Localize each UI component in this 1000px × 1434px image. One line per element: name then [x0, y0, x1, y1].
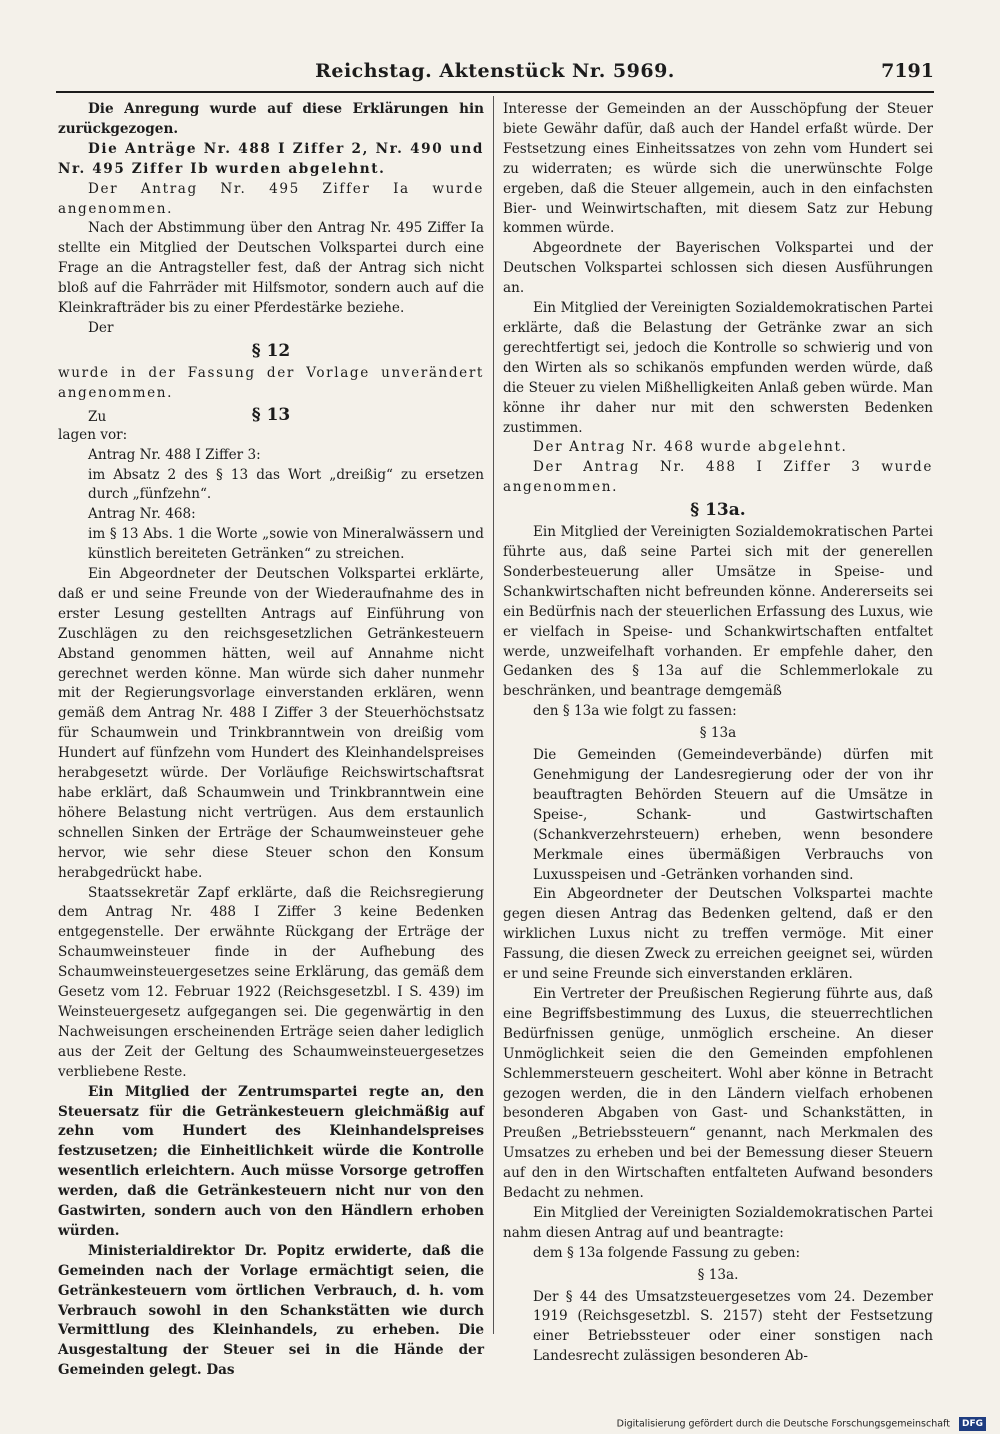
paragraph: Die Anregung wurde auf diese Erklärungen hin zurückgezogen. — [58, 101, 484, 137]
footer-credit: Digitalisierung gefördert durch die Deutsche Forschungsgemeinschaft — [616, 1418, 950, 1430]
paragraph: Die Anträge Nr. 488 I Ziffer 2, Nr. 490 und Nr. 495 Ziffer Ib wurden abgelehnt. — [58, 140, 484, 177]
header-rule — [56, 91, 934, 93]
paragraph: wurde in der Fassung der Vorlage unverändert angenommen. — [58, 364, 484, 401]
section-13-heading-row — [58, 404, 484, 426]
left-column — [58, 100, 484, 1379]
quoted-section-block — [503, 746, 933, 885]
zu-label: Zu — [88, 408, 107, 425]
document-title: Reichstag. Aktenstück Nr. 5969. — [315, 60, 675, 82]
quoted-section-text: Die Gemeinden (Gemeindeverbände) dürfen mit Genehmigung der Landesregierung oder der von ihr beauftragten Behörden Steuern auf die Umsätze in Speise-, Schank- und Gastwirtschaften (Schankverzehrsteuern) erheben, wenn besondere Merkmale eines übermäßigen Verbrauchs von Luxusspeisen und -Getränken vorhanden sind. — [533, 747, 933, 883]
section-heading-13: § 13 — [251, 404, 291, 425]
paragraph: lagen vor: — [58, 426, 128, 443]
section-heading-13a: § 13a. — [690, 500, 746, 521]
paragraph: Nach der Abstimmung über den Antrag Nr. 495 Ziffer Ia stellte ein Mitglied der Deutschen Volkspartei durch eine Frage an die Antragsteller fest, daß der Antrag sich nicht bloß auf die Fahrräder mit Hilfsmotor, sondern auch auf die Kleinkrafträder bis zu einer Pferdestärke beziehe. — [58, 220, 484, 317]
paragraph: dem § 13a folgende Fassung zu geben: — [533, 1244, 801, 1261]
motion-text: im § 13 Abs. 1 die Worte „sowie von Mineralwässern und künstlich bereiteten Getränken“ zu streichen. — [88, 526, 484, 563]
paragraph: Ein Mitglied der Vereinigten Sozialdemokratischen Partei führte aus, daß seine Partei sich mit der generellen Sonderbesteuerung aller Umsätze in Speise- und Schankwirtschaften nicht befreunden könne. Andererseits sei ein Bedürfnis nach der steuerlichen Erfassung des Luxus, wie er vielfach in Speise- und Schankwirtschaften entfaltet werde, unzweifelhaft vorhanden. Er empfehle daher, den Gedanken des § 13a auf die Schlemmerlokale zu beschränken, und beantrage demgemäß — [503, 524, 933, 700]
paragraph: Der Antrag Nr. 495 Ziffer Ia wurde angenommen. — [58, 180, 484, 217]
page-header — [56, 58, 934, 88]
right-column — [503, 100, 933, 1365]
paragraph: den § 13a wie folgt zu fassen: — [533, 703, 737, 720]
paragraph: Ein Mitglied der Vereinigten Sozialdemokratischen Partei nahm diesen Antrag auf und beantragte: — [503, 1204, 933, 1241]
paragraph: Ein Abgeordneter der Deutschen Volkspartei machte gegen diesen Antrag das Bedenken geltend, daß er den wirklichen Luxus nicht zu treffen vermöge. Mit einer Fassung, die diesen Zweck zu erreichen geeignet sei, würden er und seine Freunde sich einverstanden erklären. — [503, 886, 933, 983]
quoted-section-block — [503, 1288, 933, 1368]
paragraph: Ministerialdirektor Dr. Popitz erwiderte, daß die Gemeinden nach der Vorlage ermächtigt seien, die Getränkesteuern vom örtlichen Verbrauch, d. h. vom Verbrauch sowohl in den Schankstätten wie durch Vermittlung des Kleinhandels, zu erheben. Die Ausgestaltung der Steuer sei in die Hände der Gemeinden gelegt. Das — [58, 1242, 484, 1379]
paragraph: Interesse der Gemeinden an der Ausschöpfung der Steuer biete Gewähr dafür, daß auch der Handel erfaßt würde. Der Festsetzung eines Einheitssatzes von zehn vom Hundert sei zu widerraten; es würde sich die unerwünschte Folge ergeben, daß die Steuer allgemein, auch in den einfachsten Bier- und Weinwirtschaften, mit diesem Satz zur Hebung kommen würde. — [503, 101, 933, 237]
paragraph: Ein Vertreter der Preußischen Regierung führte aus, daß eine Begriffsbestimmung des Luxus, die steuerrechtlichen Bedürfnissen genüge, unmöglich erscheine. An dieser Unmöglichkeit seien die den Gemeinden empfohlenen Schlemmersteuern gescheitert. Wohl aber könne in Betracht gezogen werden, die in den Ländern vielfach erhobenen besonderen Abgaben von Gast- und Schankstätten, in Preußen „Betriebssteuern“ genannt, nach Merkmalen des Umsatzes zu erheben und bei der Bemessung dieser Steuern auf den in den Wirtschaften entfalteten Aufwand besonders Bedacht zu nehmen. — [503, 985, 933, 1202]
paragraph: Der Antrag Nr. 488 I Ziffer 3 wurde angenommen. — [503, 459, 933, 496]
paragraph: Der Antrag Nr. 468 wurde abgelehnt. — [533, 439, 848, 456]
paragraph: Ein Mitglied der Vereinigten Sozialdemokratischen Partei erklärte, daß die Belastung der Getränke zwar an sich gerechtfertigt sei, jedoch die Kontrolle so schwierig und von den Wirten als so schikanös empfunden werden würde, daß die Steuer zu vielen Mißhelligkeiten Anlaß geben würde. Man könne ihr daher nur mit den schwersten Bedenken zustimmen. — [503, 300, 933, 436]
paragraph: Abgeordnete der Bayerischen Volkspartei und der Deutschen Volkspartei schlossen sich diesen Ausführungen an. — [503, 240, 933, 297]
motion-heading: Antrag Nr. 468: — [88, 506, 196, 523]
motion-heading: Antrag Nr. 488 I Ziffer 3: — [88, 446, 261, 463]
page-number: 7191 — [881, 60, 934, 82]
motion-text-block — [58, 466, 484, 506]
quoted-section-heading: § 13a. — [697, 1266, 739, 1283]
motion-text: im Absatz 2 des § 13 das Wort „dreißig“ zu ersetzen durch „fünfzehn“. — [88, 466, 484, 503]
dfg-logo: DFG — [959, 1417, 986, 1431]
quoted-section-text: Der § 44 des Umsatzsteuergesetzes vom 24. Dezember 1919 (Reichsgesetzbl. S. 2157) steht der Festsetzung einer Betriebssteuer oder einer sonstigen nach Landesrecht zulässigen besonderen Ab- — [533, 1288, 933, 1365]
paragraph: Ein Mitglied der Zentrumspartei regte an, den Steuersatz für die Getränkesteuern gleichmäßig auf zehn vom Hundert des Kleinhandelspreises festzusetzen; die Einheitlichkeit würde die Kontrolle wesentlich erleichtern. Auch müsse Vorsorge getroffen werden, daß die Getränkesteuern nicht nur von den Gastwirten, sondern auch von den Händlern erhoben würden. — [58, 1083, 484, 1239]
paragraph: Ein Abgeordneter der Deutschen Volkspartei erklärte, daß er und seine Freunde von der Wiederaufnahme des in erster Lesung gestellten Antrags auf Einführung von Zuschlägen zu den reichsgesetzlichen Getränkesteuern Abstand genommen hätten, weil auf Annahme nicht gerechnet werden könne. Man würde sich daher nunmehr mit der Regierungsvorlage einverstanden erklären, wenn gemäß dem Antrag Nr. 488 I Ziffer 3 der Steuerhöchstsatz für Schaumwein und Trinkbranntwein von dreißig vom Hundert auf fünfzehn vom Hundert des Kleinhandelspreises herabgesetzt würde. Der Vorläufige Reichswirtschaftsrat habe erklärt, daß Schaumwein und Trinkbranntwein eine höhere Belastung nicht vertrügen. Aus dem erstaunlich schnellen Sinken der Erträge der Schaumweinsteuer gehe hervor, wie sehr diese Steuer schon den Konsum herabgedrückt habe. — [58, 566, 484, 881]
quoted-section-heading: § 13a — [699, 725, 737, 742]
section-heading-12: § 12 — [251, 340, 291, 361]
digitization-footer — [617, 1417, 986, 1431]
motion-text-block — [58, 525, 484, 565]
paragraph: Der — [88, 319, 114, 336]
paragraph: Staatssekretär Zapf erklärte, daß die Reichsregierung dem Antrag Nr. 488 I Ziffer 3 keine Bedenken entgegenstelle. Der erwähnte Rückgang der Erträge der Schaumweinsteuer finde in der Aufhebung des Schaumweinsteuergesetzes seine Erklärung, das gemäß dem Gesetz vom 12. Februar 1922 (Reichsgesetzbl. I S. 439) im Weinsteuergesetz aufgegangen sei. Die gegenwärtig in den Nachweisungen erscheinenden Erträge seien daher lediglich aus der Zeit der Geltung des Schaumweinsteuergesetzes verbliebene Reste. — [58, 884, 484, 1080]
column-divider — [493, 96, 494, 1334]
